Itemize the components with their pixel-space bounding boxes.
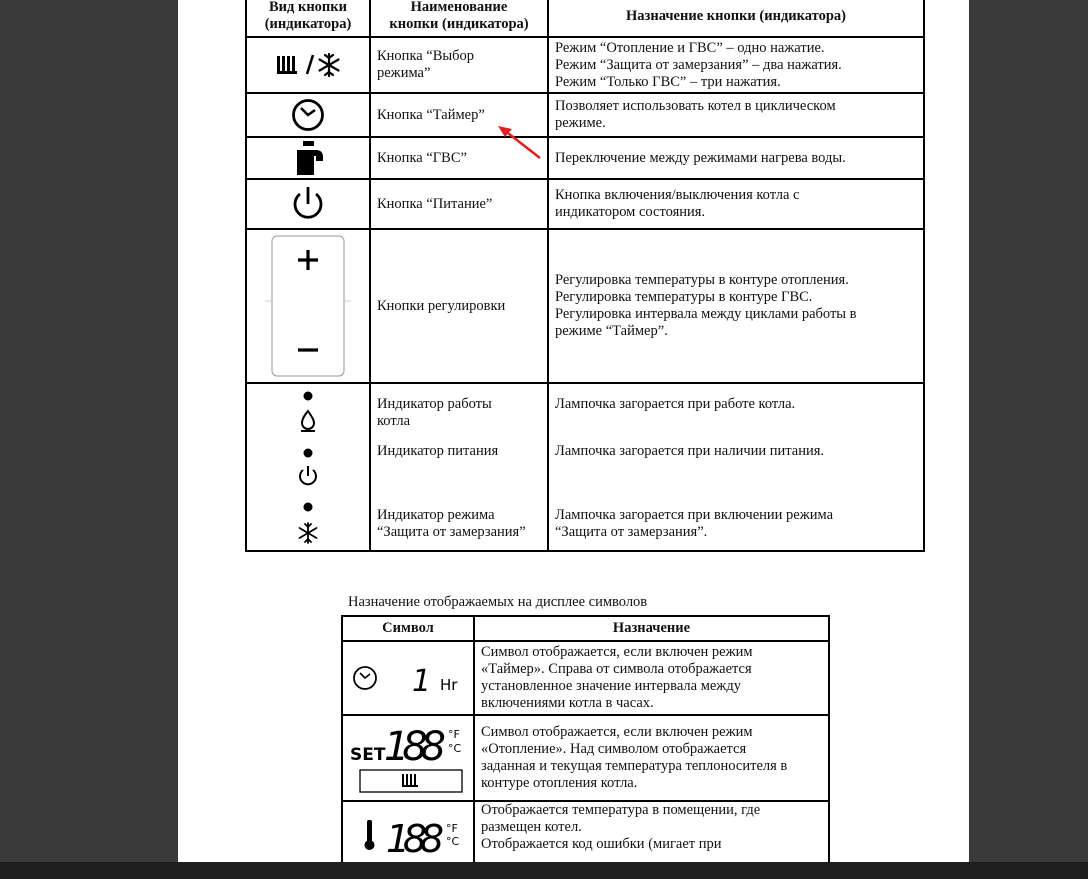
- table-row: [246, 497, 924, 551]
- header-name: Наименование кнопки (индикатора): [370, 0, 548, 37]
- tap-icon: [246, 137, 370, 179]
- plus-minus-icon: [246, 229, 370, 383]
- timer-symbol: [342, 641, 474, 715]
- button-description: Регулировка температуры в контуре отопления. Регулировка температуры в контуре ГВС. Регулировка интервала между циклами работы в режиме “Таймер”.: [548, 229, 924, 383]
- table-row: [246, 93, 924, 137]
- buttons-table: [245, 0, 925, 552]
- table-row: [246, 383, 924, 439]
- table-row: [246, 439, 924, 497]
- power-indicator-icon: [246, 439, 370, 497]
- document-page: [178, 0, 969, 862]
- room-temperature-symbol: [342, 801, 474, 862]
- indicator-name: Индикатор режима “Защита от замерзания”: [370, 497, 548, 551]
- svg-text:°F: °F: [448, 728, 460, 741]
- display-symbols-table: [341, 615, 830, 862]
- table-header-row: [342, 616, 829, 641]
- symbol-description: Символ отображается, если включен режим «Отопление». Над символом отображается заданная и текущая температура теплоносителя в контуре отопления котла.: [474, 715, 829, 801]
- header-symbol: Символ: [342, 616, 474, 641]
- viewer-bottom-bar: [0, 862, 1088, 879]
- table-row: [342, 641, 829, 715]
- symbol-description: Отображается температура в помещении, где размещен котел. Отображается код ошибки (мигает при: [474, 801, 829, 862]
- button-name: Кнопка “Выбор режима”: [370, 37, 548, 93]
- svg-text:1: 1: [412, 664, 432, 698]
- symbol-description: Символ отображается, если включен режим «Таймер». Справа от символа отображается установленное значение интервала между включениями котла в часах.: [474, 641, 829, 715]
- button-description: Кнопка включения/выключения котла с индикатором состояния.: [548, 179, 924, 229]
- table-row: [246, 137, 924, 179]
- button-description: Режим “Отопление и ГВС” – одно нажатие. Режим “Защита от замерзания” – два нажатия. Режим “Только ГВС” – три нажатия.: [548, 37, 924, 93]
- indicator-description: Лампочка загорается при работе котла.: [548, 383, 924, 439]
- table2-caption: Назначение отображаемых на дисплее символов: [348, 594, 648, 610]
- button-description: Позволяет использовать котел в циклическом режиме.: [548, 93, 924, 137]
- button-name: Кнопки регулировки: [370, 229, 548, 383]
- button-name: Кнопка “ГВС”: [370, 137, 548, 179]
- svg-text:°C: °C: [446, 835, 460, 848]
- button-name: Кнопка “Питание”: [370, 179, 548, 229]
- indicator-name: Индикатор питания: [370, 439, 548, 497]
- header-view: Вид кнопки (индикатора): [246, 0, 370, 37]
- snowflake-indicator-icon: [246, 497, 370, 551]
- annotation-arrow-icon: [496, 124, 542, 160]
- svg-text:188: 188: [384, 724, 446, 770]
- clock-icon: [246, 93, 370, 137]
- table-row: [246, 37, 924, 93]
- svg-text:Hr: Hr: [440, 676, 458, 694]
- table-header-row: [246, 0, 924, 37]
- svg-text:SET: SET: [350, 745, 386, 765]
- indicator-name: Индикатор работы котла: [370, 383, 548, 439]
- table-row: [342, 801, 829, 862]
- button-name: Кнопка “Таймер”: [370, 93, 548, 137]
- thermometer-icon: [367, 820, 372, 842]
- button-description: Переключение между режимами нагрева воды.: [548, 137, 924, 179]
- svg-text:°C: °C: [448, 742, 462, 755]
- table-row: [246, 179, 924, 229]
- svg-text:°F: °F: [446, 822, 458, 835]
- table-row: [342, 715, 829, 801]
- radiator-snowflake-icon: [246, 37, 370, 93]
- power-icon: [246, 179, 370, 229]
- flame-indicator-icon: [246, 383, 370, 439]
- table-row: [246, 229, 924, 383]
- heating-set-symbol: [342, 715, 474, 801]
- header-purpose: Назначение кнопки (индикатора): [548, 0, 924, 37]
- indicator-description: Лампочка загорается при наличии питания.: [548, 439, 924, 497]
- indicator-description: Лампочка загорается при включении режима “Защита от замерзания”.: [548, 497, 924, 551]
- svg-text:188: 188: [386, 817, 444, 858]
- header-meaning: Назначение: [474, 616, 829, 641]
